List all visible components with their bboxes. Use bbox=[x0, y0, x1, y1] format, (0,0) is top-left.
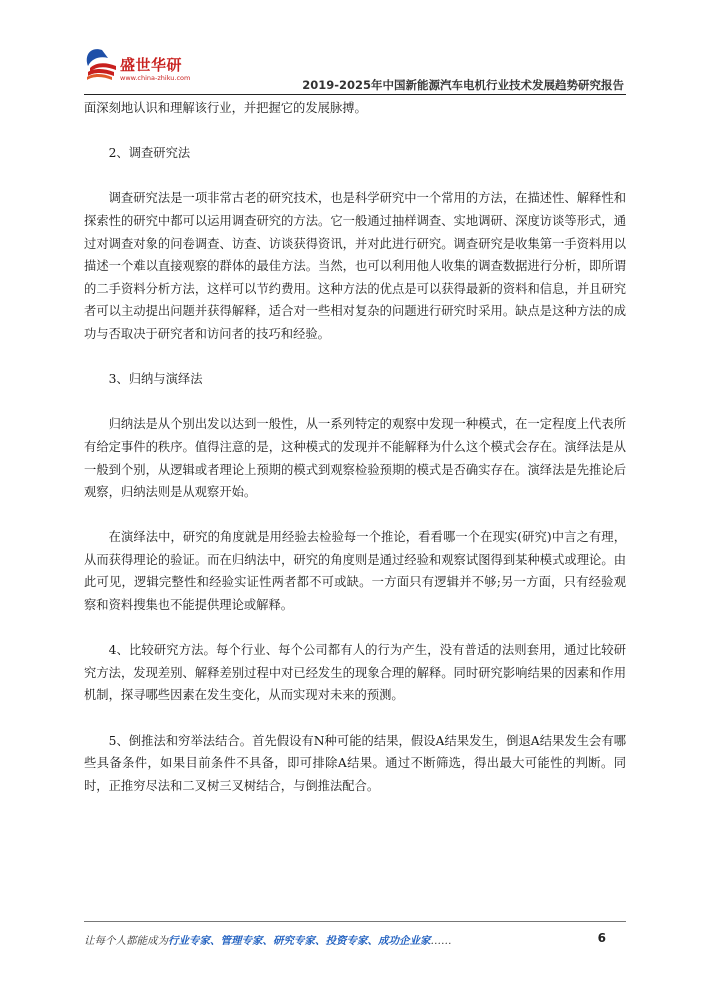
page-header bbox=[0, 0, 710, 100]
document-body bbox=[84, 97, 626, 797]
logo-name: 盛世华研 bbox=[120, 56, 183, 74]
footer-slogan-highlight: 行业专家、管理专家、研究专家、投资专家、成功企业家 bbox=[168, 935, 431, 947]
logo bbox=[82, 44, 202, 94]
logo-book-icon bbox=[82, 44, 122, 86]
section-heading-induction: 3、归纳与演绎法 bbox=[108, 372, 203, 387]
footer-slogan-suffix: …… bbox=[430, 935, 452, 947]
footer-divider bbox=[84, 921, 626, 922]
paragraph-induction: 归纳法是从个别出发以达到一般性，从一系列特定的观察中发现一种模式，在一定程度上代表所有给定事件的秩序。值得注意的是，这种模式的发现并不能解释为什么这个模式会存在。演绎法是从一般到个别，从逻辑或者理论上预期的模式到观察检验预期的模式是否确实存在。演绎法是先推论后观察，归纳法则是从观察开始。 bbox=[84, 417, 626, 500]
logo-url: www.china-zhiku.com bbox=[120, 74, 191, 82]
paragraph-survey-method: 调查研究法是一项非常古老的研究技术，也是科学研究中一个常用的方法，在描述性、解释性和探索性的研究中都可以运用调查研究的方法。它一般通过抽样调查、实地调研、深度访谈等形式，通过对调查对象的问卷调查、访查、访谈获得资讯，并对此进行研究。调查研究是收集第一手资料用以描述一个难以直接观察的群体的最佳方法。当然，也可以利用他人收集的调查数据进行分析，即所谓的二手资料分析方法，这样可以节约费用。这种方法的优点是可以获得最新的资料和信息，并且研究者可以主动提出问题并获得解释，适合对一些相对复杂的问题进行研究时采用。缺点是这种方法的成功与否取决于研究者和访问者的技巧和经验。 bbox=[84, 191, 626, 341]
section-heading-survey: 2、调查研究法 bbox=[108, 146, 191, 161]
paragraph-comparison-method: 4、比较研究方法。每个行业、每个公司都有人的行为产生，没有普适的法则套用，通过比较研究方法，发现差别、解释差别过程中对已经发生的现象合理的解释。同时研究影响结果的因素和作用机制，探寻哪些因素在发生变化，从而实现对未来的预测。 bbox=[84, 643, 626, 703]
report-title: 2019-2025年中国新能源汽车电机行业技术发展趋势研究报告 bbox=[302, 78, 624, 92]
footer-slogan-prefix: 让每个人都能成为 bbox=[84, 935, 168, 947]
header-divider bbox=[84, 94, 626, 95]
page-number: 6 bbox=[597, 931, 606, 945]
paragraph-backward-method: 5、倒推法和穷举法结合。首先假设有N种可能的结果，假设A结果发生，倒退A结果发生会有哪些具备条件，如果目前条件不具备，即可排除A结果。通过不断筛选，得出最大可能性的判断。同时，正推穷尽法和二叉树三叉树结合，与倒推法配合。 bbox=[84, 733, 626, 793]
footer-slogan bbox=[84, 933, 452, 948]
paragraph-deduction: 在演绎法中，研究的角度就是用经验去检验每一个推论，看看哪一个在现实(研究)中言之有理，从而获得理论的验证。而在归纳法中，研究的角度则是通过经验和观察试图得到某种模式或理论。由此可见，逻辑完整性和经验实证性两者都不可或缺。一方面只有逻辑并不够;另一方面，只有经验观察和资料搜集也不能提供理论或解释。 bbox=[84, 530, 626, 613]
paragraph-continuation: 面深刻地认识和理解该行业，并把握它的发展脉搏。 bbox=[84, 101, 367, 115]
